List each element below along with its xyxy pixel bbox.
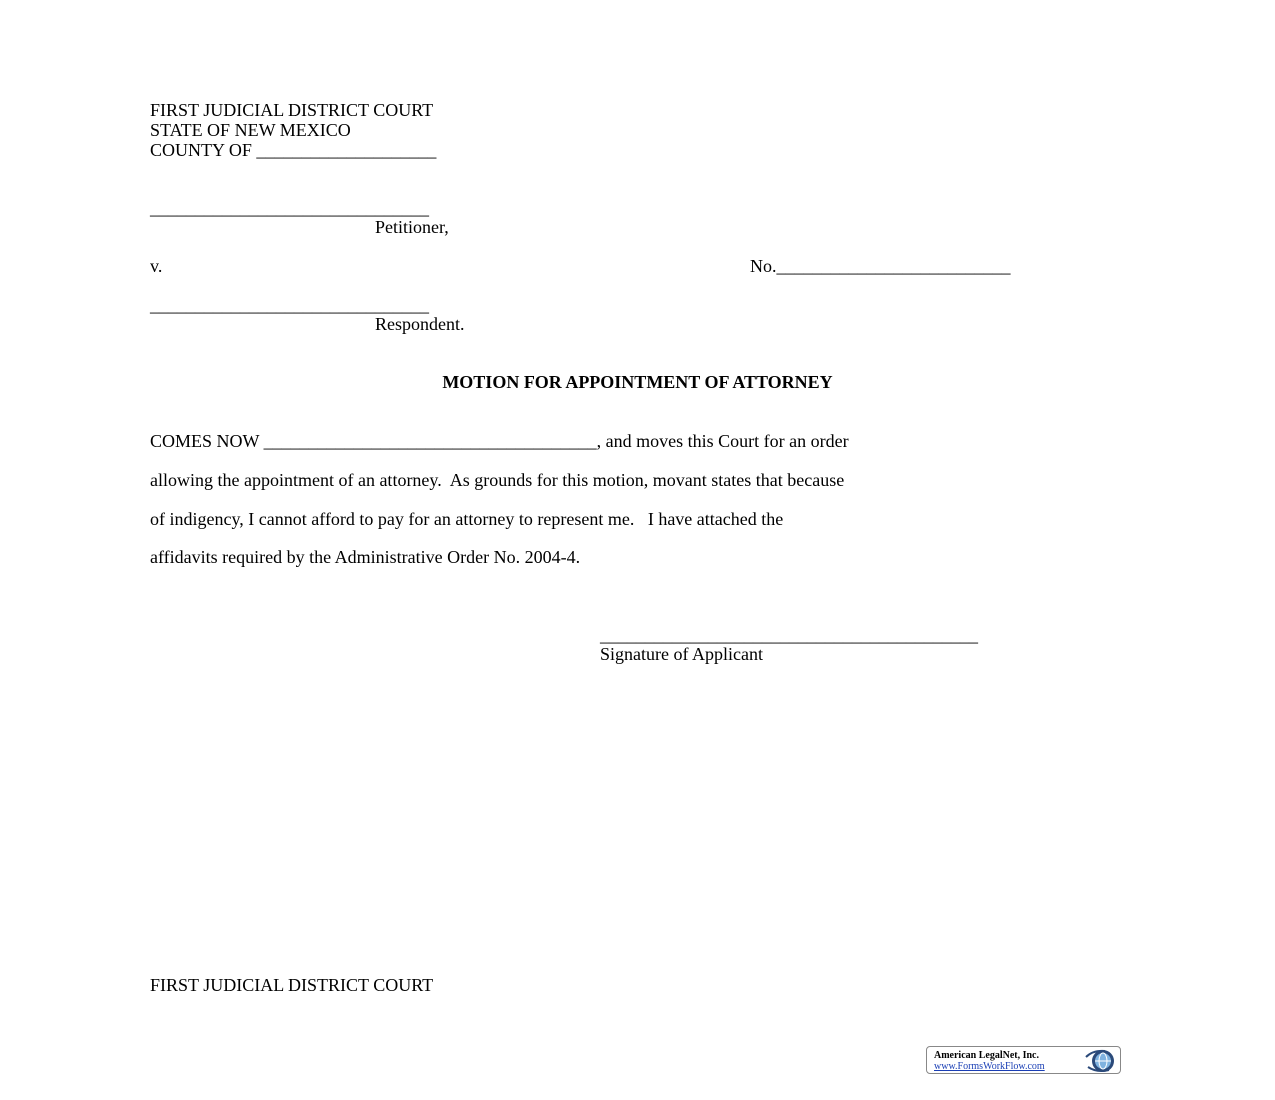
county-line: COUNTY OF ____________________	[150, 140, 437, 160]
case-number-line: No.__________________________	[750, 256, 1011, 276]
badge-url-link[interactable]: www.FormsWorkFlow.com	[934, 1061, 1045, 1072]
petitioner-blank: _______________________________	[150, 198, 429, 218]
body-line-4: affidavits required by the Administrative Order No. 2004-4.	[150, 547, 581, 567]
petitioner-label: Petitioner,	[375, 217, 449, 237]
body-line-1: COMES NOW _____________________________________, and moves this Court for an order	[150, 431, 849, 451]
publisher-badge	[926, 1046, 1121, 1074]
badge-company: American LegalNet, Inc.	[934, 1050, 1039, 1061]
body-line-2: allowing the appointment of an attorney. As grounds for this motion, movant states that because	[150, 470, 845, 490]
respondent-blank: _______________________________	[150, 295, 429, 315]
signature-line: __________________________________________	[600, 625, 978, 645]
globe-icon	[1083, 1048, 1117, 1074]
versus-label: v.	[150, 256, 163, 276]
court-name: FIRST JUDICIAL DISTRICT COURT	[150, 100, 434, 120]
document-title: MOTION FOR APPOINTMENT OF ATTORNEY	[442, 372, 833, 392]
respondent-label: Respondent.	[375, 314, 465, 334]
body-line-3: of indigency, I cannot afford to pay for an attorney to represent me. I have attached the	[150, 509, 784, 529]
signature-label: Signature of Applicant	[600, 644, 763, 664]
footer-court-name: FIRST JUDICIAL DISTRICT COURT	[150, 975, 434, 995]
state-name: STATE OF NEW MEXICO	[150, 120, 351, 140]
